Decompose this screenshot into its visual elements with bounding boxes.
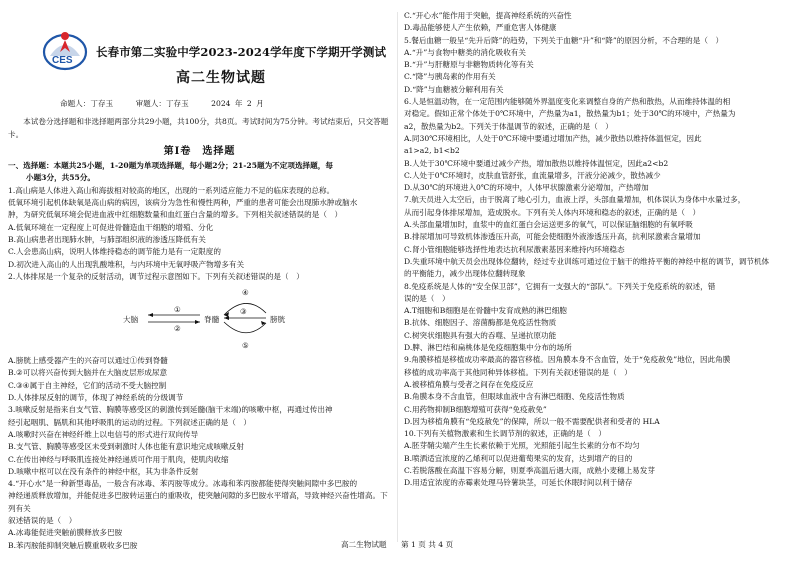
right-column [404, 10, 788, 490]
page-number: 第 1 页 共 4 页 [400, 540, 454, 549]
left-column [8, 14, 391, 552]
option-b: B.高山病患者出现肺水肿，与肺部组织液的渗透压降低有关 [8, 234, 206, 244]
diagram-bladder: 膀胱 [270, 315, 286, 325]
option-c: C.树突状细胞具有强大的吞噬、呈递抗原功能 [404, 330, 557, 340]
question-text: 从而引起身体排尿增加，造成脱水。下列有关人体内环境和稳态的叙述，正确的是（ ） [404, 207, 701, 217]
option-b: B.人处于30℃环境中要通过减少产热，增加散热以维持体温恒定，因此a2<b2 [404, 158, 669, 168]
option-d: D.初次进入高山的人出现乳酸堆积，与内环境中无氧呼吸产物增多有关 [8, 259, 245, 269]
option-c: C.肾小管细胞能够选择性地表达抗利尿激素基因来维持内环境稳态 [404, 244, 625, 254]
question-10 [404, 428, 788, 489]
option-a: A.被移植角膜与受者之间存在免疫反应 [404, 379, 534, 389]
reflex-diagram [8, 285, 391, 355]
option-b: B.喷洒适宜浓度的乙烯利可以促进葡萄果实的发育，达到增产的目的 [404, 453, 633, 463]
option-d: D.从30℃的环境进入0℃的环境中，人体甲状腺激素分泌增加，产热增加 [404, 183, 649, 193]
creator: 命题人：丁存玉 [60, 99, 114, 108]
option-d: D.咳嗽中枢可以在没有条件的神经中枢，其为非条件反射 [8, 466, 199, 476]
option-a: A.咳嗽时兴奋在神经纤维上以电信号的形式进行双向传导 [8, 429, 199, 439]
question-text: 4.“开心水”是一种新型毒品，一般含有冰毒、苯丙胺等成分。冰毒和苯丙胺都能使得突触间隙中多巴胺的 [8, 479, 358, 489]
option-a: A.“升”与食物中糖类的消化吸收有关 [404, 47, 526, 57]
option-c: C.在传出神经与呼吸肌连接处神经递质可作用于肌肉，使肌肉收缩 [8, 454, 229, 464]
option-d-cont: 的平衡能力，减少出现体位翻转现象 [404, 269, 526, 279]
diagram-path-1: ① [174, 305, 181, 315]
option-d: D.用适宜浓度的赤霉素处理马铃薯块茎，可延长休眠时间以利于储存 [404, 478, 633, 488]
question-text: a2，散热量为b2。下列关于体温调节的叙述，正确的是（ ） [404, 121, 613, 131]
option-c: C.“降”与胰岛素的作用有关 [404, 72, 496, 82]
diagram-path-2: ② [174, 324, 181, 334]
question-text: 2.人体排尿是一个复杂的反射活动，调节过程示意图如下。下列有关叙述错误的是（ ） [8, 271, 304, 281]
diagram-path-3: ③ [240, 307, 247, 317]
option-d: D.因为移植角膜有“免疫赦免”的保障，所以一般不需要配供者和受者的 HLA [404, 416, 660, 426]
exam-header [8, 14, 391, 84]
exam-note: 本试卷分选择题和非选择题两部分共29小题，共100分，共8页。考试时间为75分钟。考试结束后，只交答题卡。 [8, 117, 389, 139]
option-a: A.头部血量增加时，血浆中的血红蛋白会运送更多的氧气，可以保证脑细胞的有氧呼吸 [404, 220, 693, 230]
option-d: D.“降”与血糖被分解利用有关 [404, 84, 504, 94]
question-text: 移植的成功率高于其他同种异体移植。下列有关叙述错误的是（ ） [404, 367, 632, 377]
question-text: 神经递质释放增加，并能促进多巴胺转运蛋白的重吸收，使突触间隙的多巴胺水平增高，导致神经兴奋性增高。下列有关 [8, 491, 388, 513]
footer-label: 高二生物试题 [340, 540, 387, 549]
diagram-path-5: ⑤ [242, 341, 249, 351]
diagram-path-4: ④ [242, 288, 249, 298]
svg-text:CES: CES [52, 55, 73, 66]
option-a: A.胚芽鞘尖端产生生长素依赖于光照，光照能引起生长素的分布不均匀 [404, 441, 640, 451]
question-text: 肿，为研究低氧环境会促进血液中红细胞数量和血红蛋白含量的增多。下列相关叙述错误的是（ ） [8, 210, 343, 220]
option-b: B.角膜本身不含血管，但眼球血液中含有淋巴细胞、免疫活性物质 [404, 392, 625, 402]
school-logo-icon [42, 26, 88, 72]
question-text: 叙述错误的是（ ） [8, 516, 77, 526]
option-c: C.用药物抑制B细胞增殖可获得“免疫赦免” [404, 404, 547, 414]
question-text: 5.餐后血糖一般呈“先升后降”的趋势，下列关于血糖“升”和“降”的原因分析，不合理的是（ ） [404, 35, 724, 45]
question-8 [404, 281, 788, 355]
school-title: 长春市第二实验中学2023-2024学年度下学期开学测试 [96, 45, 387, 59]
option-b: B.支气管、胸膜等感受区未受到刺激时人体也能有意识地完成咳嗽反射 [8, 442, 244, 452]
exam-meta [8, 98, 391, 110]
option-b: B.苯丙胺能抑制突触后膜重吸收多巴胺 [8, 540, 138, 550]
option-c: C.人会患高山病，说明人体维持稳态的调节能力是有一定限度的 [8, 247, 221, 257]
question-text: 低氧环境引起机体缺氧是高山病的病因，该病分为急性和慢性两种，严重的患者可能会出现肺水肿或脑水 [8, 198, 358, 208]
question-7 [404, 194, 788, 280]
option-c: C.人处于0℃环境时，皮肤血管舒张，血流量增多，汗液分泌减少，散热减少 [404, 170, 661, 180]
question-text: 经引起咽肌、膈肌和其他呼吸肌的运动的过程。下列叙述正确的是（ ） [8, 417, 251, 427]
question-5 [404, 35, 788, 96]
option-b: B.②可以将兴奋传到大脑并在大脑皮层形成尿意 [8, 368, 168, 378]
question-2 [8, 271, 391, 404]
option-d: D.失重环境中航天员会出现体位翻转，经过专业训练可通过位于脑干的维持平衡的神经中枢的调节，调节机体 [404, 256, 770, 266]
option-b: B.排尿增加可导致机体渗透压升高，可能会使细胞外液渗透压升高，抗利尿激素含量增加 [404, 232, 701, 242]
option-b: B.“升”与肝糖原与非糖物质转化等有关 [404, 60, 534, 70]
option-d: D.脾、淋巴结和扁桃体是免疫细胞集中分布的场所 [404, 343, 572, 353]
subject-title: 高二生物试题 [176, 70, 266, 86]
question-text: 9.角膜移植是移植成功率最高的器官移植。因角膜本身不含血管，处于“免疫赦免”地位，因此角膜 [404, 355, 731, 365]
question-text: 6.人是恒温动物，在一定范围内能够随外界温度变化来调整自身的产热和散热，从而维持体温的相 [404, 97, 731, 107]
question-text: 对稳定。假如正常个体处于0℃环境中，产热量为a1，散热量为b1；处于30℃的环境中，产热量为 [404, 109, 736, 119]
question-text: 10.下列有关植物激素和生长调节剂的叙述，正确的是（ ） [404, 429, 606, 439]
question-text: 误的是（ ） [404, 293, 450, 303]
exam-date: 2024 年 2 月 [211, 99, 264, 108]
question-text: 3.咳嗽反射是指来自支气管、胸膜等感受区的刺激传到延髓(脑干末端)的咳嗽中枢，再通过传出神 [8, 405, 333, 415]
option-c: C.若脱落酸在高温下容易分解，则夏季高温后遇大雨，成熟小麦穗上易发芽 [404, 465, 655, 475]
diagram-brain: 大脑 [123, 315, 139, 325]
option-d: D.人体排尿反射的调节，体现了神经系统的分级调节 [8, 393, 184, 403]
section-instruction-cont: 小题3分，共55分。 [26, 173, 96, 183]
option-a: A.冰毒能促进突触前膜释放多巴胺 [8, 528, 123, 538]
question-text: 1.高山病是人体进入高山和海拔相对较高的地区，出现的一系列适应能力不足的临床表现的总称。 [8, 185, 335, 195]
section-title: 第Ⅰ卷 选择题 [163, 145, 236, 157]
column-divider [397, 12, 398, 542]
question-1 [8, 185, 391, 271]
option-c: C.③④属于自主神经，它们的活动不受大脑控制 [8, 380, 167, 390]
page-footer [0, 539, 794, 550]
option-a: A.同30℃环境相比，人处于0℃环境中要通过增加产热，减少散热以维持体温恒定，因此 [404, 133, 702, 143]
option-a: A.膀胱上感受器产生的兴奋可以通过①传到脊髓 [8, 356, 168, 366]
option-b: B.抗体、细胞因子、溶菌酶都是免疫活性物质 [404, 318, 557, 328]
diagram-spinal-cord: 脊髓 [204, 315, 220, 325]
question-text: 7.航天员进入太空后，由于脱离了地心引力，血液上浮，头部血量增加，机体误认为身体中水量过多， [404, 195, 746, 205]
question-6 [404, 96, 788, 194]
question-9 [404, 354, 788, 428]
option-c: C.“开心水”能作用于突触，提高神经系统的兴奋性 [404, 11, 572, 20]
option-a: A.低氧环境在一定程度上可促进骨髓造血干细胞的增殖、分化 [8, 222, 214, 232]
section-instruction: 一、选择题：本题共25小题，1-20题为单项选择题，每小题2分；21-25题为不定项选择题，每 [8, 161, 333, 171]
question-3 [8, 404, 391, 478]
option-a: A.T细胞和B细胞是在骨髓中发育成熟的淋巴细胞 [404, 306, 567, 316]
reviewer: 审题人：丁存玉 [135, 99, 189, 108]
reflex-arrows [128, 285, 278, 353]
option-d: D.毒品能够使人产生依赖，严重危害人体健康 [404, 23, 557, 33]
option-a-cont: a1>a2, b1<b2 [404, 146, 460, 156]
question-text: 8.免疫系统是人体的“安全保卫部”，它拥有一支强大的“部队”。下列关于免疫系统的叙述，错 [404, 281, 716, 291]
